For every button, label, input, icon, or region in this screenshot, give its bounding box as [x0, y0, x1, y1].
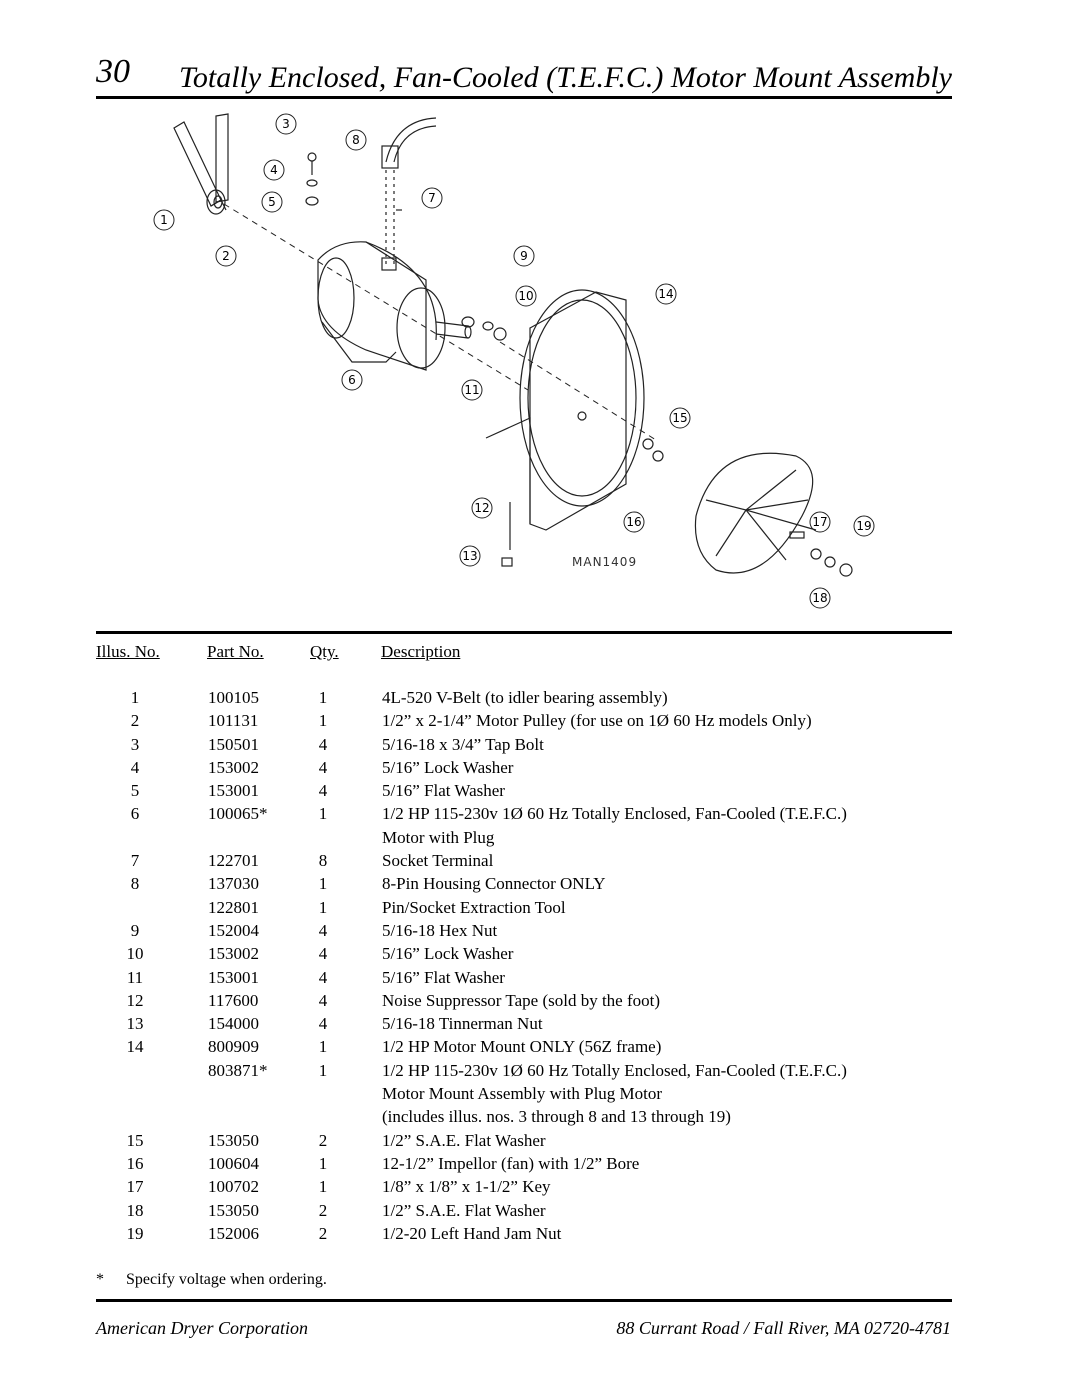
qty-cell: 1 [318, 1177, 328, 1197]
table-row [0, 849, 1080, 872]
description-cell: 12-1/2” Impellor (fan) with 1/2” Bore [382, 1153, 640, 1173]
header-qty: Qty. [310, 642, 339, 661]
description-cell: 5/16” Lock Washer [382, 757, 514, 777]
illus-no-cell: 11 [126, 967, 144, 987]
illus-no-cell: 2 [130, 711, 140, 731]
illus-no-cell: 12 [126, 990, 144, 1010]
callout-12: 12 [474, 501, 490, 515]
table-row [0, 733, 1080, 756]
footnote [96, 1269, 327, 1291]
part-no-cell: 800909 [208, 1037, 259, 1057]
header-part-no: Part No. [207, 642, 264, 661]
footer-rule [96, 1299, 952, 1302]
hex-nut-drawing [462, 317, 506, 340]
shaft-hardware-drawing [643, 439, 852, 576]
part-no-cell: 100105 [208, 688, 259, 707]
table-row [0, 942, 1080, 965]
part-no-cell: 101131 [208, 711, 259, 731]
description-cell: 5/16-18 Hex Nut [382, 920, 498, 940]
tinnerman-nut-drawing [502, 558, 512, 566]
table-row [0, 1175, 1080, 1198]
table-row [0, 1012, 1080, 1035]
description-cell: 1/8” x 1/8” x 1-1/2” Key [382, 1177, 551, 1197]
illus-no-cell: 18 [126, 1200, 144, 1220]
callout-18: 18 [812, 591, 828, 605]
table-row [0, 896, 1080, 919]
qty-cell: 2 [318, 1223, 328, 1243]
illus-no-cell: 7 [130, 851, 140, 871]
table-row [0, 919, 1080, 942]
table-row [0, 1082, 1080, 1105]
callout-17: 17 [812, 515, 828, 529]
qty-cell: 1 [318, 688, 328, 707]
qty-cell: 4 [318, 781, 328, 801]
header-illus-no: Illus. No. [96, 642, 160, 661]
v-belt-drawing [174, 114, 228, 210]
description-cell: Motor Mount Assembly with Plug Motor [382, 1084, 663, 1104]
part-no-cell: 100604 [208, 1153, 259, 1173]
illus-no-cell: 16 [126, 1153, 144, 1173]
part-no-cell: 153050 [208, 1200, 259, 1220]
motor-mount-drawing [486, 290, 644, 550]
part-no-cell: 122801 [208, 897, 259, 917]
callout-3: 3 [282, 117, 290, 131]
description-cell: (includes illus. nos. 3 through 8 and 13 through 19) [382, 1107, 731, 1127]
table-row [0, 989, 1080, 1012]
table-row [0, 1152, 1080, 1175]
callout-10: 10 [518, 289, 534, 303]
callout-8: 8 [352, 133, 360, 147]
header-rule [96, 96, 952, 99]
illus-no-cell: 9 [130, 920, 140, 940]
description-cell: 5/16-18 Tinnerman Nut [382, 1014, 543, 1034]
illus-no-cell: 13 [126, 1014, 144, 1034]
callout-7: 7 [428, 191, 436, 205]
description-cell: 5/16” Lock Washer [382, 944, 514, 964]
page-title: Totally Enclosed, Fan-Cooled (T.E.F.C.) Motor Mount Assembly [178, 61, 952, 94]
table-row [0, 779, 1080, 802]
callout-2: 2 [222, 249, 230, 263]
qty-cell: 4 [318, 990, 328, 1010]
footnote-star: * [96, 1271, 104, 1288]
table-row [0, 1199, 1080, 1222]
illus-no-cell: 19 [126, 1223, 144, 1243]
qty-cell: 4 [318, 757, 328, 777]
drawing-number: MAN1409 [572, 555, 638, 569]
table-row [0, 966, 1080, 989]
part-no-cell: 153001 [208, 781, 259, 801]
callout-11: 11 [464, 383, 480, 397]
callout-9: 9 [520, 249, 528, 263]
qty-cell: 1 [318, 1060, 328, 1080]
illus-no-cell: 5 [130, 781, 140, 801]
description-cell: 1/2-20 Left Hand Jam Nut [382, 1223, 562, 1243]
description-cell: 8-Pin Housing Connector ONLY [382, 874, 606, 894]
table-row [0, 872, 1080, 895]
illus-no-cell: 3 [130, 734, 140, 754]
part-no-cell: 117600 [208, 990, 259, 1010]
callout-4: 4 [270, 163, 278, 177]
part-no-cell: 100065* [208, 804, 268, 824]
qty-cell: 1 [318, 711, 328, 731]
footer-company: American Dryer Corporation [96, 1318, 308, 1338]
illus-no-cell: 17 [126, 1177, 144, 1197]
part-no-cell: 122701 [208, 851, 259, 871]
callout-5: 5 [268, 195, 276, 209]
description-cell: 1/2 HP Motor Mount ONLY (56Z frame) [382, 1037, 662, 1057]
callout-15: 15 [672, 411, 688, 425]
description-cell: 5/16” Flat Washer [382, 967, 505, 987]
part-no-cell: 100702 [208, 1177, 259, 1197]
footnote-text: Specify voltage when ordering. [126, 1271, 327, 1288]
description-cell: Socket Terminal [382, 851, 494, 871]
part-no-cell: 152006 [208, 1223, 259, 1243]
impeller-drawing [695, 453, 816, 573]
qty-cell: 1 [318, 1037, 328, 1057]
description-cell: 5/16-18 x 3/4” Tap Bolt [382, 734, 544, 754]
tap-bolt-drawing [306, 153, 318, 205]
part-no-cell: 150501 [208, 734, 259, 754]
illus-no-cell: 15 [126, 1130, 144, 1150]
qty-cell: 4 [318, 967, 328, 987]
qty-cell: 1 [318, 804, 328, 824]
qty-cell: 8 [318, 851, 328, 871]
illus-no-cell: 10 [126, 944, 144, 964]
part-no-cell: 153002 [208, 944, 259, 964]
illus-no-cell: 6 [130, 804, 140, 824]
part-no-cell: 152004 [208, 920, 259, 940]
callout-1: 1 [160, 213, 168, 227]
table-row [0, 802, 1080, 825]
qty-cell: 4 [318, 920, 328, 940]
qty-cell: 1 [318, 874, 328, 894]
table-row [0, 756, 1080, 779]
table-row [0, 686, 1080, 709]
header-description: Description [381, 642, 461, 661]
table-row [0, 1059, 1080, 1082]
table-row [0, 1035, 1080, 1058]
table-top-rule [96, 631, 952, 634]
description-cell: 1/2” x 2-1/4” Motor Pulley (for use on 1Ø 60 Hz models Only) [382, 711, 812, 731]
part-no-cell: 154000 [208, 1014, 259, 1034]
callout-19: 19 [856, 519, 872, 533]
description-cell: 1/2” S.A.E. Flat Washer [382, 1130, 546, 1150]
callout-6: 6 [348, 373, 356, 387]
qty-cell: 1 [318, 897, 328, 917]
qty-cell: 4 [318, 944, 328, 964]
parts-list [0, 686, 1080, 1245]
illus-no-cell: 4 [130, 757, 140, 777]
part-no-cell: 137030 [208, 874, 259, 894]
callout-13: 13 [462, 549, 478, 563]
illus-no-cell: 14 [126, 1037, 144, 1057]
qty-cell: 2 [318, 1200, 328, 1220]
description-cell: 1/2” S.A.E. Flat Washer [382, 1200, 546, 1220]
illus-no-cell: 8 [130, 874, 140, 894]
footer-address: 88 Currant Road / Fall River, MA 02720-4781 [616, 1318, 951, 1338]
qty-cell: 4 [318, 734, 328, 754]
table-row [0, 1105, 1080, 1128]
description-cell: Noise Suppressor Tape (sold by the foot) [382, 990, 661, 1010]
qty-cell: 1 [318, 1153, 328, 1173]
description-cell: 1/2 HP 115-230v 1Ø 60 Hz Totally Enclosed, Fan-Cooled (T.E.F.C.) [382, 1060, 847, 1080]
page-number: 30 [96, 53, 130, 90]
illus-no-cell: 1 [130, 688, 140, 707]
part-no-cell: 153050 [208, 1130, 259, 1150]
table-row [0, 709, 1080, 732]
table-row [0, 1222, 1080, 1245]
qty-cell: 4 [318, 1014, 328, 1034]
callout-16: 16 [626, 515, 642, 529]
description-cell: Motor with Plug [382, 827, 495, 847]
table-row [0, 1129, 1080, 1152]
part-no-cell: 803871* [208, 1060, 268, 1080]
qty-cell: 2 [318, 1130, 328, 1150]
part-no-cell: 153001 [208, 967, 259, 987]
description-cell: Pin/Socket Extraction Tool [382, 897, 566, 917]
callout-14: 14 [658, 287, 674, 301]
part-no-cell: 153002 [208, 757, 259, 777]
table-row [0, 826, 1080, 849]
description-cell: 1/2 HP 115-230v 1Ø 60 Hz Totally Enclosed, Fan-Cooled (T.E.F.C.) [382, 804, 847, 824]
description-cell: 5/16” Flat Washer [382, 781, 505, 801]
exploded-diagram [96, 100, 952, 620]
description-cell: 4L-520 V-Belt (to idler bearing assembly) [382, 688, 668, 707]
